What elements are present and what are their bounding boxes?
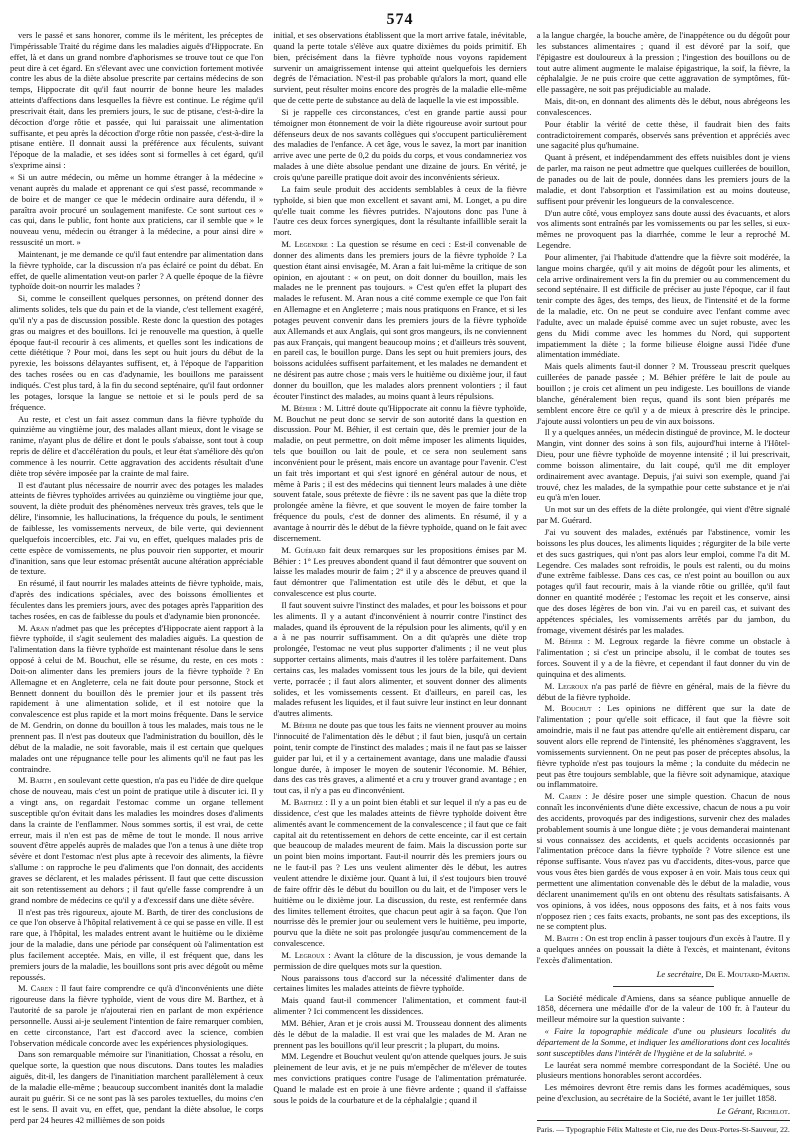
speaker-text: : On est trop enclin à passer toujours d'un excès à l'autre. Il y a quelques années on poussait la diète à l'excès, et maintenant, évitons l'excès d'alimentation. — [536, 933, 791, 965]
paragraph: Mais, dit-on, en donnant des aliments dès le début, nous abrégeons les convalescences. — [536, 96, 790, 117]
paragraph: Il n'est pas très rigoureux, ajoute M. Barth, de tirer des conclusions de ce que l'on observe à l'hôpital relativement à ce qui se passe en ville. Il est rare que, à l'hôpital, les malades entrent avant le huitième ou le dixième jour de la maladie, dans une période par conséquent où l'alimentation est plus facilement acceptée. Mais, en ville, il est fréquent que, dans les premiers jours de la maladie, les bouillons sont pris avec dégoût ou même repoussés. — [10, 906, 264, 982]
speaker-paragraph — [273, 545, 526, 599]
column-middle — [273, 30, 527, 1105]
speaker-name: M. Legroux — [544, 680, 589, 691]
speaker-name: M. Aran — [18, 622, 49, 633]
column-right-announcement — [537, 993, 790, 1104]
gerant-name: Richelot. — [756, 1106, 790, 1116]
speaker-paragraph — [537, 933, 790, 966]
paragraph: J'ai vu souvent des malades, exténués par l'abstinence, vomir les boissons les plus douces, les aliments liquides ; régurgiter de la bile verte et des sucs gastriques, qui n'ont pas alors leur emploi, comme l'a dit M. Legendre. Ces malades sont refroidis, le pouls est ralenti, ou du moins d'une extrême faiblesse. Dans ces cas, ce n'est point au bouillon ou aux potages qu'il faut recourir, mais à la viande rôtie ou grillée, qu'il faut donner en quantité modérée ; l'estomac les reçoit et les conserve, ainsi que des doses légères de bon vin. J'ai vu en pareil cas, et suivant des appétences spéciales, les vomissements arrêtés par du jambon, du fromage, vivement désirés par les malades. — [536, 526, 790, 635]
speaker-name: M. Caren — [544, 791, 581, 802]
section-divider — [613, 986, 714, 987]
speaker-name: M. Béhier — [544, 636, 583, 647]
speaker-text: ne doute pas que tous les faits ne viennent prouver au moins l'innocuité de l'alimentation dès le début ; il faut bien, jusqu'à un certain point, tenir compte de l'instinct des malades ; mais il ne faut pas se laisser guider par lui, et il y a certainement avantage, dans une maladie d'aussi longue durée, à imposer le moyen de soutenir l'économie. M. Béhier, dans des cas très graves, a alimenté et a cru y trouver grand avantage ; en tout cas, il n'y a pas eu d'inconvénient. — [273, 720, 527, 796]
speaker-paragraph — [273, 720, 526, 796]
text-columns — [10, 30, 791, 1134]
paragraph: a la langue chargée, la bouche amère, de l'inappétence ou du dégoût pour les substances alimentaires ; quand il est dévoré par la soif, que l'épigastre est douloureux à la pression ; l'ingestion des bouillons ou de tout autre aliment augmente le malaise épigastrique, la soif, la fièvre, la céphalalgie. Je ne puis croire que cette aggravation de symptômes, fût-elle passagère, ne soit pas préjudiciable au malade. — [536, 30, 790, 95]
imprint-rule — [537, 1120, 790, 1121]
paragraph: D'un autre côté, vous employez sans doute aussi des évacuants, et alors vos aliments sont entraînés par les vomissements ou par les selles, si eux-mêmes ne provoquent pas la diarrhée, comme le leur a reproché M. Legendre. — [536, 207, 790, 251]
paragraph: Si je rappelle ces circonstances, c'est en grande partie aussi pour témoigner mon étonnement de voir la diète rigoureuse avoir surtout pour défenseurs deux de nos savants collègues qui s'occupent particulièrement des maladies de l'enfance. A cet âge, vous le savez, la mort par inanition arrive avec une perte de 0,2 du poids du corps, et vous condamneriez vos malades à une diète absolue pendant une dizaine de jours. En vérité, je crois qu'une pareille pratique doit avoir des inconvénients sérieux. — [273, 106, 527, 182]
paragraph: Il faut souvent suivre l'instinct des malades, et pour les boissons et pour les aliments. Il y a autant d'inconvénient à nourrir contre l'instinct des malades, quand ils éprouvent de la répulsion pour les aliments, qu'il y en a à ne pas nourrir suffisamment. On a dit qu'après une diète trop prolongée, l'estomac ne veut plus supporter d'aliments ; il ne veut plus supporter certains aliments, mais d'autres il les tolère parfaitement. Dans certains cas, les malades vomissent tous les jours de la bile, qui devient verte, porracée ; il faut alors alimenter, et souvent donner des aliments solides, et les vomissements cessent. Et d'ailleurs, en pareil cas, les malades refusent les liquides, et il faut suivre leur instinct en leur donnant d'autres aliments. — [273, 599, 527, 719]
paragraph: Maintenant, je me demande ce qu'il faut entendre par alimentation dans la fièvre typhoïde, car la discussion n'a pas éclairé ce point du débat. En effet, de quelle alimentation veut-on parler ? A quelle époque de la fièvre typhoïde doit-on nourrir les malades ? — [10, 248, 264, 292]
speaker-name: M. Legendre — [281, 239, 328, 250]
speaker-name: M. Barth — [18, 775, 52, 786]
page-number: 574 — [386, 11, 414, 28]
secretary-signature — [537, 969, 790, 980]
paragraph: Un mot sur un des effets de la diète prolongée, qui vient d'être signalé par M. Guérard. — [536, 504, 790, 526]
paragraph: Il est d'autant plus nécessaire de nourrir avec des potages les malades atteints de fièvres typhoïdes arrivées au quinzième ou vingtième jour que, souvent, la diète produit des phénomènes nerveux très graves, tels que le délire, l'insomnie, les hallucinations, la fréquence du pouls, le sentiment de faiblesse, les vomissements nerveux, de bile verte, qui deviennent quelquefois incoercibles, etc. J'ai vu, en effet, quelques malades pris de cette espèce de vomissements, ne plus pouvoir rien supporter, et mourir d'inanition, sans que leur estomac présentât aucune altération appréciable de texture. — [10, 479, 264, 577]
paragraph: Au reste, et c'est un fait assez commun dans la fièvre typhoïde du quinzième au vingtième jour, des malades allant mieux, dont le visage se ranime, n'ayant plus de délire et dont le pouls s'abaisse, sont tout à coup repris de délire et d'accélération du pouls, et leur état s'améliore dès qu'on commence à les nourrir. Cette aggravation des accidents résultait d'une diète trop sévère imposée par la crainte de mal faire. — [10, 413, 264, 478]
signature-name: Dr E. Moutard-Martin. — [705, 968, 790, 979]
speaker-paragraph — [537, 703, 790, 790]
speaker-name: M. Béhier — [281, 402, 317, 413]
gerant-label: Le Gérant, — [717, 1106, 755, 1116]
paragraph: Le lauréat sera nommé membre correspondant de la Société. Une ou plusieurs mentions honorables seront accordées. — [536, 1059, 790, 1081]
paragraph: Il y a quelques années, un médecin distingué de province, M. le docteur Mangin, vint donner des soins à son fils, aujourd'hui interne à l'Hôtel-Dieu, pour une fièvre typhoïde de moyenne intensité ; il lui prescrivait, comme boisson alimentaire, du lait coupé, qu'il me dit employer ordinairement avec avantage. Depuis, j'ai suivi son exemple, quand j'ai trouvé, chez les malades, de la sympathie pour cette substance et je n'ai eu qu'à m'en louer. — [536, 427, 790, 503]
speaker-text: fait deux remarques sur les propositions émises par M. Béhier : 1° Les preuves abondent quand il faut démontrer que souvent on laisse les malades mourir de faim ; 2° il y a abscence de preuves quand il faut démontrer que l'alimentation est utile dès le début, et que la convalescence est plus courte. — [273, 544, 527, 599]
speaker-name: M. Caren — [18, 983, 53, 994]
speaker-paragraph — [537, 791, 790, 932]
speaker-paragraph — [273, 239, 526, 402]
paragraph: Pour établir la vérité de cette thèse, il faudrait bien des faits contradictoirement comparés, observés sans prévention et appréciés avec une sagacité plus qu'humaine. — [536, 118, 790, 151]
contest-question: « Faire la topographie médicale d'une ou plusieurs localités du département de la Somme, et indiquer les améliorations dont ces localités sont susceptibles dans l'intérêt de l'hygiène et de la salubrité. » — [536, 1026, 790, 1058]
speaker-text: : M. Littré doute qu'Hippocrate ait connu la fièvre typhoïde, M. Bouchut ne peut donc se servir de son autorité dans la question en discussion. Pour M. Béhier, il est certain que, dès le premier jour de la maladie, on peut permettre, on doit même imposer les aliments liquides, tels que bouillon ou lait de poule, et ce sera non seulement sans inconvénient pour le présent, mais encore un avantage pour l'avenir. C'est un fait très important et qui s'est ignoré en général autour de nous, et même à Paris ; il est des médecins qui tiennent leurs malades à une diète souvent fatale, sous prétexte de fièvre : ils ne savent pas que la diète trop prolongée amène la fièvre, et que souvent le moyen de faire tomber la fréquence du pouls, c'est de donner des aliments. En résumé, il y a avantage à nourrir dès le début de la fièvre typhoïde, quand on le fait avec discernement. — [273, 402, 527, 543]
signature-label: Le secrétaire, — [656, 968, 704, 979]
paragraph: La faim seule produit des accidents semblables à ceux de la fièvre typhoïde, si bien que mon excellent et savant ami, M. Longet, a pu dire qu'elle tuait comme les fièvres putrides. N'ajoutons donc pas l'une à l'autre ces deux forces synergiques, dont la résultante infaillible serait la mort. — [273, 183, 527, 238]
speaker-paragraph — [10, 623, 263, 775]
speaker-paragraph — [10, 983, 263, 1048]
speaker-name: M. Guérard — [281, 544, 326, 555]
paragraph: Mais quels aliments faut-il donner ? M. Trousseau prescrit quelques cuillerées de panade passée ; M. Béhier préfère le lait de poule au bouillon ; je crois cet aliment un peu indigeste. Les bouillons de viande blanche, généralement bien reçus, quand ils sont bien préparés me semblent encore être ce qu'il y a de mieux à prescrire dès le principe. J'ajoute aussi volontiers un peu de vin aux boissons. — [536, 361, 790, 426]
paragraph: MM. Béhier, Aran et je crois aussi M. Trousseau donnent des aliments dès le début de la maladie. Il est vrai que les malades de M. Aran ne prennent pas les bouillons qu'il leur prescrit ; la plupart, du moins. — [273, 1017, 527, 1050]
paragraph: Nous paraissons tous d'accord sur la nécessité d'alimenter dans de certaines limites les malades atteints de fièvre typhoïde. — [273, 972, 527, 994]
paragraph: MM. Legendre et Bouchut veulent qu'on attende quelques jours. Je suis pleinement de leur avis, et je ne puis m'empêcher de m'élever de toutes mes convictions pratiques contre l'usage de l'alimentation prématurée. Quand le malade est en proie à une fièvre ardente ; quand il s'affaisse sous le poids de la courbature et de la céphalalgie ; quand il — [273, 1051, 527, 1105]
speaker-text: n'admet pas que les préceptes d'Hippocrate aient rapport à la fièvre typhoïde, il s'agit seulement des maladies aiguës. La question de l'alimentation dans la fièvre typhoïde est maintenant résolue dans le sens opposé à celui de M. Bouchut, elle se résume, du reste, en ces mots : Doit-on alimenter dans les premiers jours de la fièvre typhoïde ? En Allemagne et en Angleterre, cela ne fait doute pour personne, Stock et Bennett donnent du bouillon dès le premier jour et ils passent très rapidement à une alimentation solide, et il est notoire que la convalescence est plus rapide et la mort moins fréquente. Dans le service de M. Gendrin, on donne du bouillon à tous les malades, mais tous ne le prennent pas. Il n'est pas douteux que l'administration du bouillon, dès le début de la maladie, ne soit favorable, mais il est certain que quelques malades ont une répugnance telle pour les aliments qu'il ne faut pas les contraindre. — [10, 622, 264, 774]
speaker-paragraph — [273, 950, 526, 972]
paragraph: Quant à présent, et indépendamment des effets nuisibles dont je viens de parler, ma raison ne peut admettre que quelques cuillerées de bouillon, de panades ou de lait de poule, données dans les premiers jours de la maladie, et dont l'absorption et l'assimilation est au moins douteuse, suffisent pour prévenir les longueurs de la convalescence. — [536, 152, 790, 206]
speaker-text: : M. Legroux regarde la fièvre comme un obstacle à l'alimentation ; si c'est un principe absolu, il le combat de toutes ses forces. Souvent il y a de la fièvre, et cependant il faut donner du vin de quinquina et des aliments. — [536, 636, 790, 679]
speaker-text: : Les opinions ne diffèrent que sur la date de l'alimentation ; pour qu'elle soit efficace, il faut que la fièvre soit amoindrie, mais il ne faut pas attendre qu'elle ait entièrement disparu, car souvent alors elle reprend de l'intensité, les phénomènes s'aggravent, les vomissements surviennent. On ne peut pas poser de préceptes absolus, la fièvre typhoïde n'est pas toujours la même ; la conduite du médecin ne peut pas être toujours semblable, que la fièvre soit adynamique, ataxique ou inflammatoire. — [536, 703, 790, 790]
speaker-paragraph — [10, 775, 263, 905]
gerant-line — [537, 1106, 790, 1117]
paragraph: Mais quand faut-il commencer l'alimentation, et comment faut-il alimenter ? Ici commencent les dissidences. — [273, 995, 527, 1017]
column-left — [10, 30, 264, 1125]
paragraph: vers le passé et sans honorer, comme ils le méritent, les préceptes de l'impérissable Traité du régime dans les maladies aiguës d'Hippocrate. En effet, là et dans un grand nombre d'aphorismes se trouve tout ce que l'on peut dire à cet égard. En s'élevant avec une conviction fortement motivée contre les abus de la diète absolue prescrite par certains médecins de son temps, Hippocrate dit qu'il faut nourrir de bonne heure les malades atteints d'affections dans lesquelles la fièvre est continue. Le régime qu'il prescrivait était, dans les premiers jours, le suc de ptisane, c'est-à-dire la décoction d'orge rôtie et passée, qui lui paraissait une alimentation suffisante, et peu après la décoction d'orge rôtie non passée, c'est-à-dire la ptisane entière. Il donnait aussi la préférence aux féculents, suivant l'époque de la maladie, et ses idées sont si formelles à cet égard, qu'il s'exprime ainsi : — [10, 30, 264, 171]
speaker-paragraph — [273, 797, 526, 949]
speaker-text: : Il faut faire comprendre ce qu'à d'inconvénients une diète rigoureuse dans la fièvre typhoïde, vient de vous dire M. Barthez, et à l'autorité de sa parole je n'ajouterai rien en parlant de mon expérience personnelle. Aussi ai-je seulement l'intention de faire remarquer combien, en cette circonstance, l'art est d'accord avec la science, combien l'observation médicale concorde avec les expériences physiologiques. — [10, 983, 264, 1048]
column-right-main — [537, 30, 790, 966]
paragraph: La Société médicale d'Amiens, dans sa séance publique annuelle de 1858, décernera une médaille d'or de la valeur de 100 fr. à l'auteur du meilleur mémoire sur la question suivante : — [536, 992, 790, 1025]
paragraph: Si, comme le conseillent quelques personnes, on prétend donner des aliments solides, tels que du pain et de la viande, c'est tellement exagéré, qu'il n'y a pas de discussion possible. Reste donc la question des potages gras ou maigres et des bouillons. Ici je renouvelle ma question, à quelle époque faut-il recourir à ces aliments, et quelles sont les indications de cette diététique ? Pour moi, dans les sept ou huit jours du début de la pyrexie, les boissons délayantes suffisent, et, à l'époque de l'apparition des taches rosées ou en cas d'adynamie, les bouillons me paraissent indiqués. C'est plus tard, à la fin du second septénaire, qu'il faut ordonner les potages, lorsque la langue se nettoie et si le pouls perd de sa fréquence. — [10, 293, 264, 412]
paragraph: Dans son remarquable mémoire sur l'inanitiation, Chossat a résolu, en quelque sorte, la question que nous discutons. Dans toutes les maladies aiguës, dit-il, les dangers de l'inanitiation marchent parallèlement à ceux de la maladie elle-même ; beaucoup succombent inanités dont la maladie aurait pu guérir. Si ce ne sont pas là ses paroles textuelles, du moins c'en est le sens. Il avait vu, en effet, que, pendant la diète absolue, le corps perd par 24 heures 42 millièmes de son poids — [10, 1049, 264, 1125]
speaker-text: , en soulevant cette question, n'a pas eu l'idée de dire quelque chose de nouveau, mais c'est un point de pratique utile à discuter ici. Il y a vingt ans, on regardait l'estomac comme un organe tellement susceptible qu'on évitait dans les maladies les moindres doses d'aliments dans la crainte de l'enflammer. Nous sommes sortis, il est vrai, de cette erreur, mais il n'en est pas de même de tout le monde. Il nous arrive souvent d'être appelés auprès de malades que l'on a tenus à une diète trop sévère et dont l'estomac n'est plus apte à recevoir des aliments, la fièvre s'allume : on rapproche le peu d'aliments que l'on donnait, des accidents graves se déclarent, et les malades périssent. Il faut que cette discussion ait son retentissement au dehors ; il faut qu'elle fasse comprendre à un grand nombre de médecins ce qu'il y a d'excessif dans une diète sévère. — [10, 775, 264, 905]
speaker-text: : La question se résume en ceci : Est-il convenable de donner des aliments dans les premiers jours de la fièvre typhoïde ? La question étant ainsi envisagée, M. Aran a fait lui-même la critique de son opinion, en ajoutant : « on peut, on doit donner du bouillon, mais les malades ne le prennent pas toujours. » C'est qu'en effet la plupart des malades le refusent. M. Aran nous a cité comme exemple ce que l'on fait en Allemagne et en Angleterre ; mais nous pratiquons en France, et si les potages peuvent convenir dans les premiers jours de la fièvre typhoïde aux Allemands et aux Anglais, qui sont gros mangeurs, ils ne conviennent pas aux Français, qui mangent beaucoup moins ; et d'ailleurs très souvent, en pareil cas, le bouillon purge. Dans les sept ou huit premiers jours, des boissons acidulées suffisent parfaitement, et les malades ne demandent et ne désirent pas autre chose ; mais vers le huitième ou dixième jour, il faut donner du bouillon, que les malades alors prennent volontiers ; il faut écouter l'instinct des malades, au moins quant à leurs répulsions. — [273, 239, 527, 401]
speaker-text: : Je désire poser une simple question. Chacun de nous connaît les inconvénients d'une diète excessive, chacun de nous a pu voir des accidents, provoqués par des indigestions, survenir chez des malades probablement soumis à une longue diète ; je vous demanderai maintenant si vous connaissez des accidents, et quels accidents occasionnés par l'alimentation précoce dans la fièvre typhoïde ? Votre silence est une réponse suffisante. Vous n'avez pas vu d'accidents, dites-vous, parce que vous vous êtes bien gardés de vous exposer à en voir. Mais tous ceux qui permettent une alimentation convenable dès le début de la maladie, vous déclarent unanimement qu'ils en ont obtenu des résultats satisfaisants. A vos opinions, à vos idées, nous opposons des faits, et à nos faits vous n'opposez rien ; ces faits exacts, probants, ne sont pas des exceptions, ils ne se comptent plus. — [536, 791, 790, 932]
paragraph: En résumé, il faut nourrir les malades atteints de fièvre typhoïde, mais, d'après des indications spéciales, avec des boissons émollientes et féculentes dans les premiers jours, avec des potages après l'apparition des taches rosées, en cas de faiblesse du pouls et d'adynamie bien prononcée. — [10, 578, 264, 621]
quotation: « Si un autre médecin, ou même un homme étranger à la médecine » venant auprès du malade et apprenant ce qui s'est passé, recommande » de boire et de manger ce que le médecin ordinaire aura défendu, il » paraîtra avoir procuré un soulagement manifeste. Ce sont surtout ces » cas qui, dans le public, font honte aux praticiens, car il semble que » le nouveau venu, médecin ou étranger à la médecine, a pour ainsi dire » ressuscité un mort. » — [10, 171, 264, 248]
column-right — [536, 30, 791, 1134]
speaker-text: : Il y a un point bien établi et sur lequel il n'y a pas eu de dissidence, c'est que les malades atteints de fièvre typhoïde doivent être alimentés avant le commencement de la convalescence ; il faut que ce fait capital ait du retentissement en dehors de cette enceinte, car il est certain que beaucoup de malades meurent de faim. Mais la discussion porte sur un point bien moins important. Faut-il nourrir dès les premiers jours ou ne le faut-il pas ? Les uns veulent alimenter dès le début, les autres veulent attendre le dixième jour. Quant à lui, il s'est toujours bien trouvé de faire offrir dès le début du bouillon ou du lait, et de l'imposer vers le huitième ou le dixième jour. La discussion, du reste, est renfermée dans des limites tellement étroites, que chacun peut agir à sa façon. Que l'on nourrisse dès le premier jour ou seulement vers le huitième, peu importe, pourvu que la diète ne soit pas prolongée jusqu'au commencement de la convalescence. — [273, 797, 527, 949]
speaker-text: n'a pas parlé de fièvre en général, mais de la fièvre du début de la fièvre typhoïde. — [536, 680, 790, 702]
speaker-name: M. Barth — [544, 933, 579, 944]
speaker-name: M. Legroux — [281, 949, 325, 960]
speaker-name: M. Bouchut — [544, 703, 592, 714]
printer-imprint: Paris. — Typographie Félix Malteste et Cie, rue des Deux-Portes-St-Sauveur, 22. — [536, 1124, 790, 1134]
speaker-paragraph — [537, 681, 790, 703]
speaker-name: M. Béhier — [281, 720, 317, 731]
speaker-text: : Avant la clôture de la discussion, je vous demande la permission de dire quelques mots sur la question. — [273, 949, 527, 971]
speaker-paragraph — [273, 403, 526, 544]
paragraph: initial, et ses observations établissent que la mort arrive fatale, inévitable, quand la perte totale s'élève aux quatre dixièmes du poids primitif. Eh bien, précisément dans la fièvre typhoïde nous voyons rapidement survenir un amaigrissement intense qui atteint quelquefois les derniers degrés de l'émaciation. N'est-il pas probable qu'alors la mort, quand elle survient, peut résulter moins encore des progrès de la maladie elle-même que de cette perte de substance au delà de laquelle la vie est impossible. — [273, 30, 527, 106]
paragraph: Les mémoires devront être remis dans les formes académiques, sous peine d'exclusion, au secrétaire de la Société, avant le 1er juillet 1858. — [536, 1082, 790, 1104]
paragraph: Pour alimenter, j'ai l'habitude d'attendre que la fièvre soit modérée, la langue moins chargée, qu'il y ait moins de dégoût pour les aliments, et cela arrive ordinairement vers la fin du premier ou au commencement du second septénaire. Il est difficile de préciser au juste l'époque, car il faut tenir compte des âges, des temps, des lieux, de l'intensité et de la forme de la maladie, etc. On ne peut se conduire avec l'enfant comme avec l'adulte, avec un malade épuisé comme avec un sujet robuste, avec les gens du Midi comme avec les hommes du Nord, qui supportent impatiemment la diète ; la forme bilieuse éloigne aussi l'idée d'une alimentation immédiate. — [536, 251, 790, 360]
speaker-name: M. Barthez — [281, 797, 323, 808]
speaker-paragraph — [537, 636, 790, 679]
